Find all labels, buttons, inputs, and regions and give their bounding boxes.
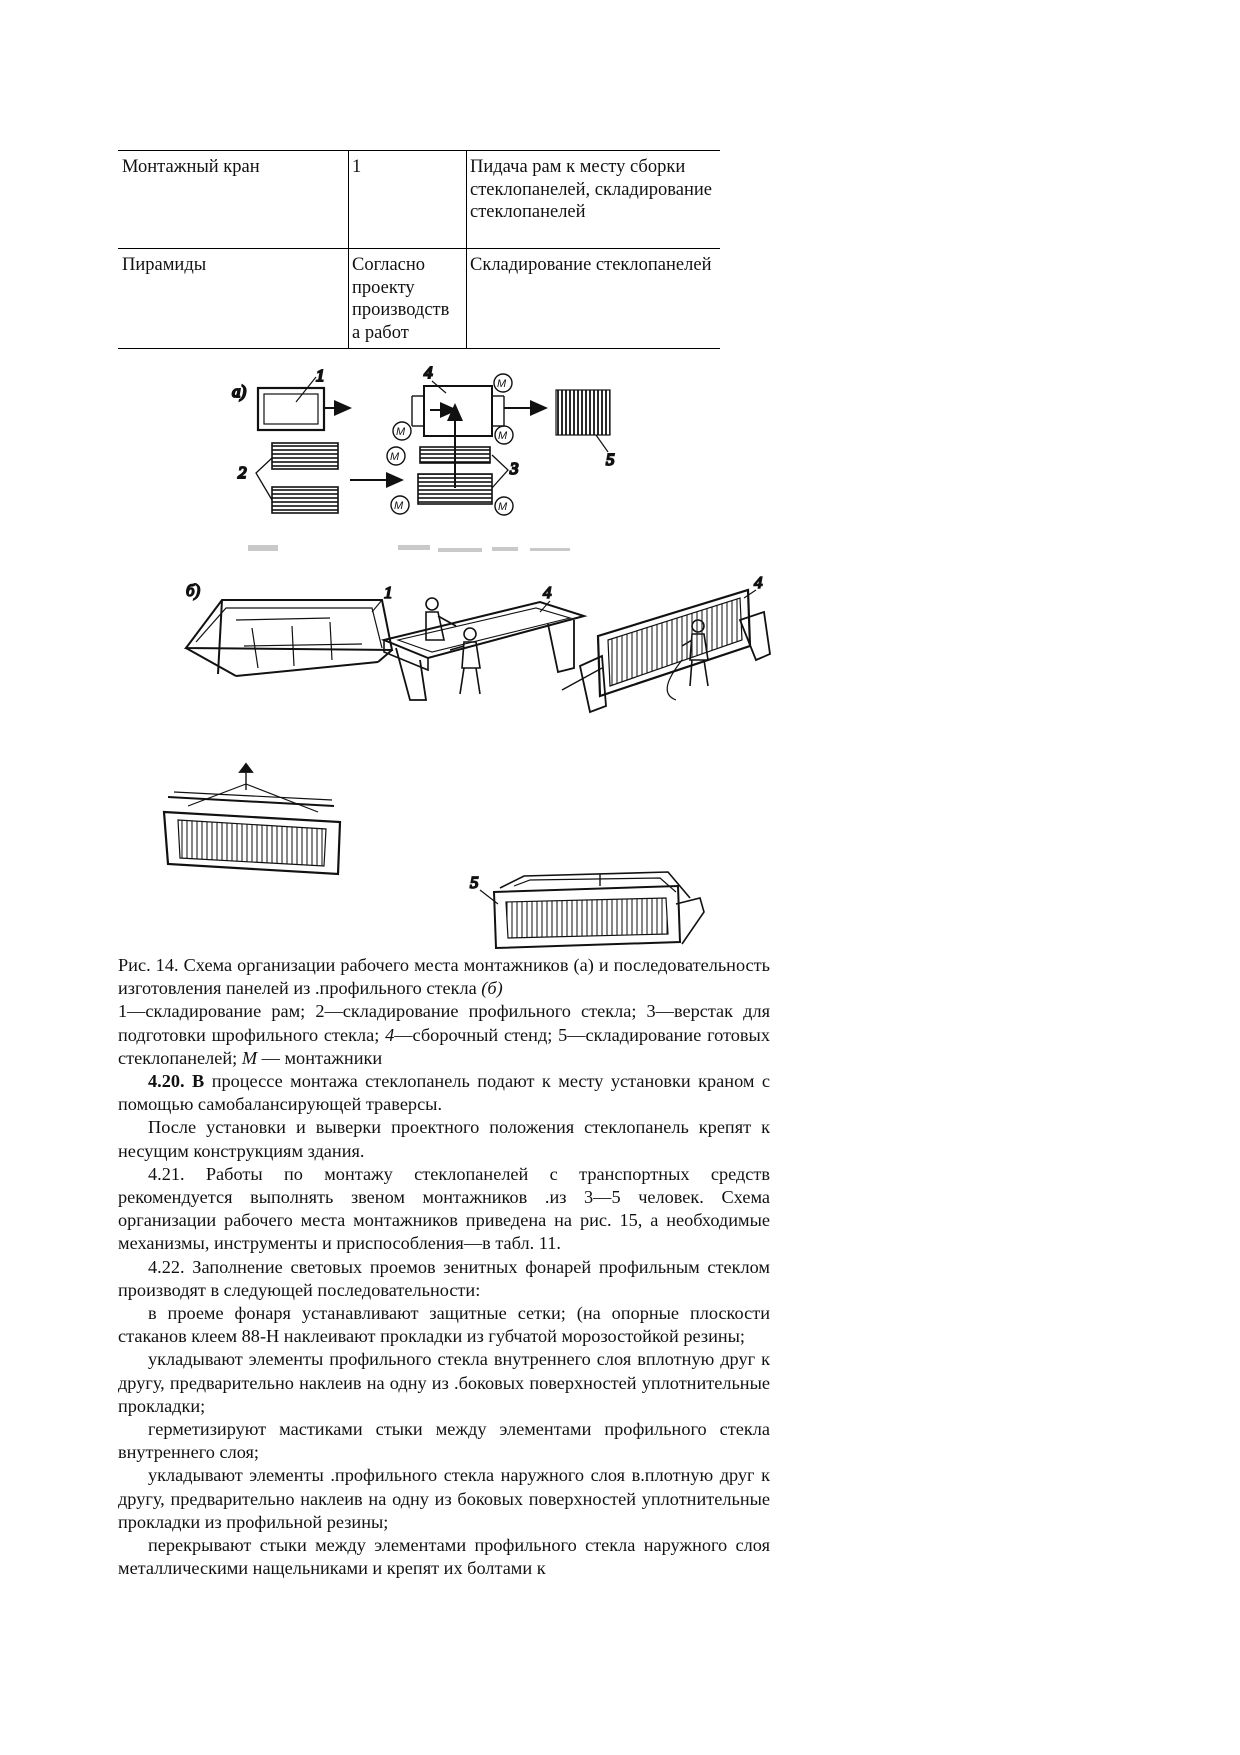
label-4-c: 4 [754,573,763,592]
table-cell-purpose: Складирование стеклопанелей [467,249,721,349]
installer-m: М [394,500,404,512]
label-1-b: 1 [384,583,393,602]
scheme-a [232,363,615,515]
paragraph-4-20: 4.20. В процессе монтажа стеклопанель подают к месту установки краном с помощью самобалансирующей траверсы. [118,1071,771,1115]
scan-noise [248,545,570,552]
label-4-b: 4 [543,583,552,602]
figure-caption: Рис. 14. Схема организации рабочего места монтажников (а) и последовательность изготовления панелей из .профильного стекла (б) [118,955,770,999]
table-cell-name: Пирамиды [122,255,207,275]
page-text [118,954,770,1580]
label-3: 3 [510,459,519,478]
figure-legend: 1—складирование рам; 2—складирование профильного стекла; 3—верстак для подготовки шрофильного стекла; 4—сборочный стенд; 5—складирование готовых стеклопанелей; М — монтажники [118,1001,770,1068]
label-2: 2 [238,463,247,482]
list-item: герметизируют мастиками стыки между элементами профильного стекла внутреннего слоя; [118,1419,770,1463]
paragraph: После установки и выверки проектного положения стеклопанель крепят к несущим конструкциям здания. [118,1117,770,1161]
label-5-b: 5 [470,873,479,892]
installer-m: М [390,451,400,463]
list-item: укладывают элементы .профильного стекла наружного слоя в.плотную друг к другу, предварительно наклеив на одну из боковых поверхностей уплотнительные прокладки из профильной резины; [118,1465,770,1532]
table-cell-name: Монтажный кран [122,157,260,177]
table-cell-qty: 1 [349,151,467,249]
crane-panel [164,764,340,874]
installer-m: М [396,426,406,438]
panel-storage [470,872,704,948]
label-b: б) [186,581,201,600]
list-item: перекрывают стыки между элементами профильного стекла наружного слоя металлическими нащельниками и крепят их болтами к [118,1535,770,1579]
label-4-a: 4 [424,363,433,382]
list-item: в проеме фонаря устанавливают защитные сетки; (на опорные плоскости стаканов клеем 88-Н наклеивают прокладки из губчатой морозостойкой резины; [118,1303,770,1347]
paragraph-4-21: 4.21. Работы по монтажу стеклопанелей с транспортных средств рекомендуется выполнять звеном монтажников .из 3—5 человек. Схема организации рабочего места монтажников приведена на рис. 15, а необходимые механизмы, инструменты и приспособления—в табл. 11. [118,1163,770,1254]
label-5-a: 5 [606,450,615,469]
label-a: а) [232,382,247,401]
list-item: укладывают элементы профильного стекла внутреннего слоя вплотную друг к другу, предварительно наклеив на одну из .боковых поверхностей уплотнительные прокладки; [118,1349,770,1416]
label-1-a: 1 [316,366,325,385]
scheme-b [186,573,770,712]
installer-m: М [497,378,507,390]
table-cell-qty: Согласно проекту производств а работ [349,249,467,349]
paragraph-4-22: 4.22. Заполнение световых проемов зенитных фонарей профильным стеклом производят в следующей последовательности: [118,1256,770,1300]
installer-m: М [498,501,508,513]
table-cell-purpose: Пидача рам к месту сборки стеклопанелей, складирование стеклопанелей [467,151,721,249]
installer-m: М [498,430,508,442]
